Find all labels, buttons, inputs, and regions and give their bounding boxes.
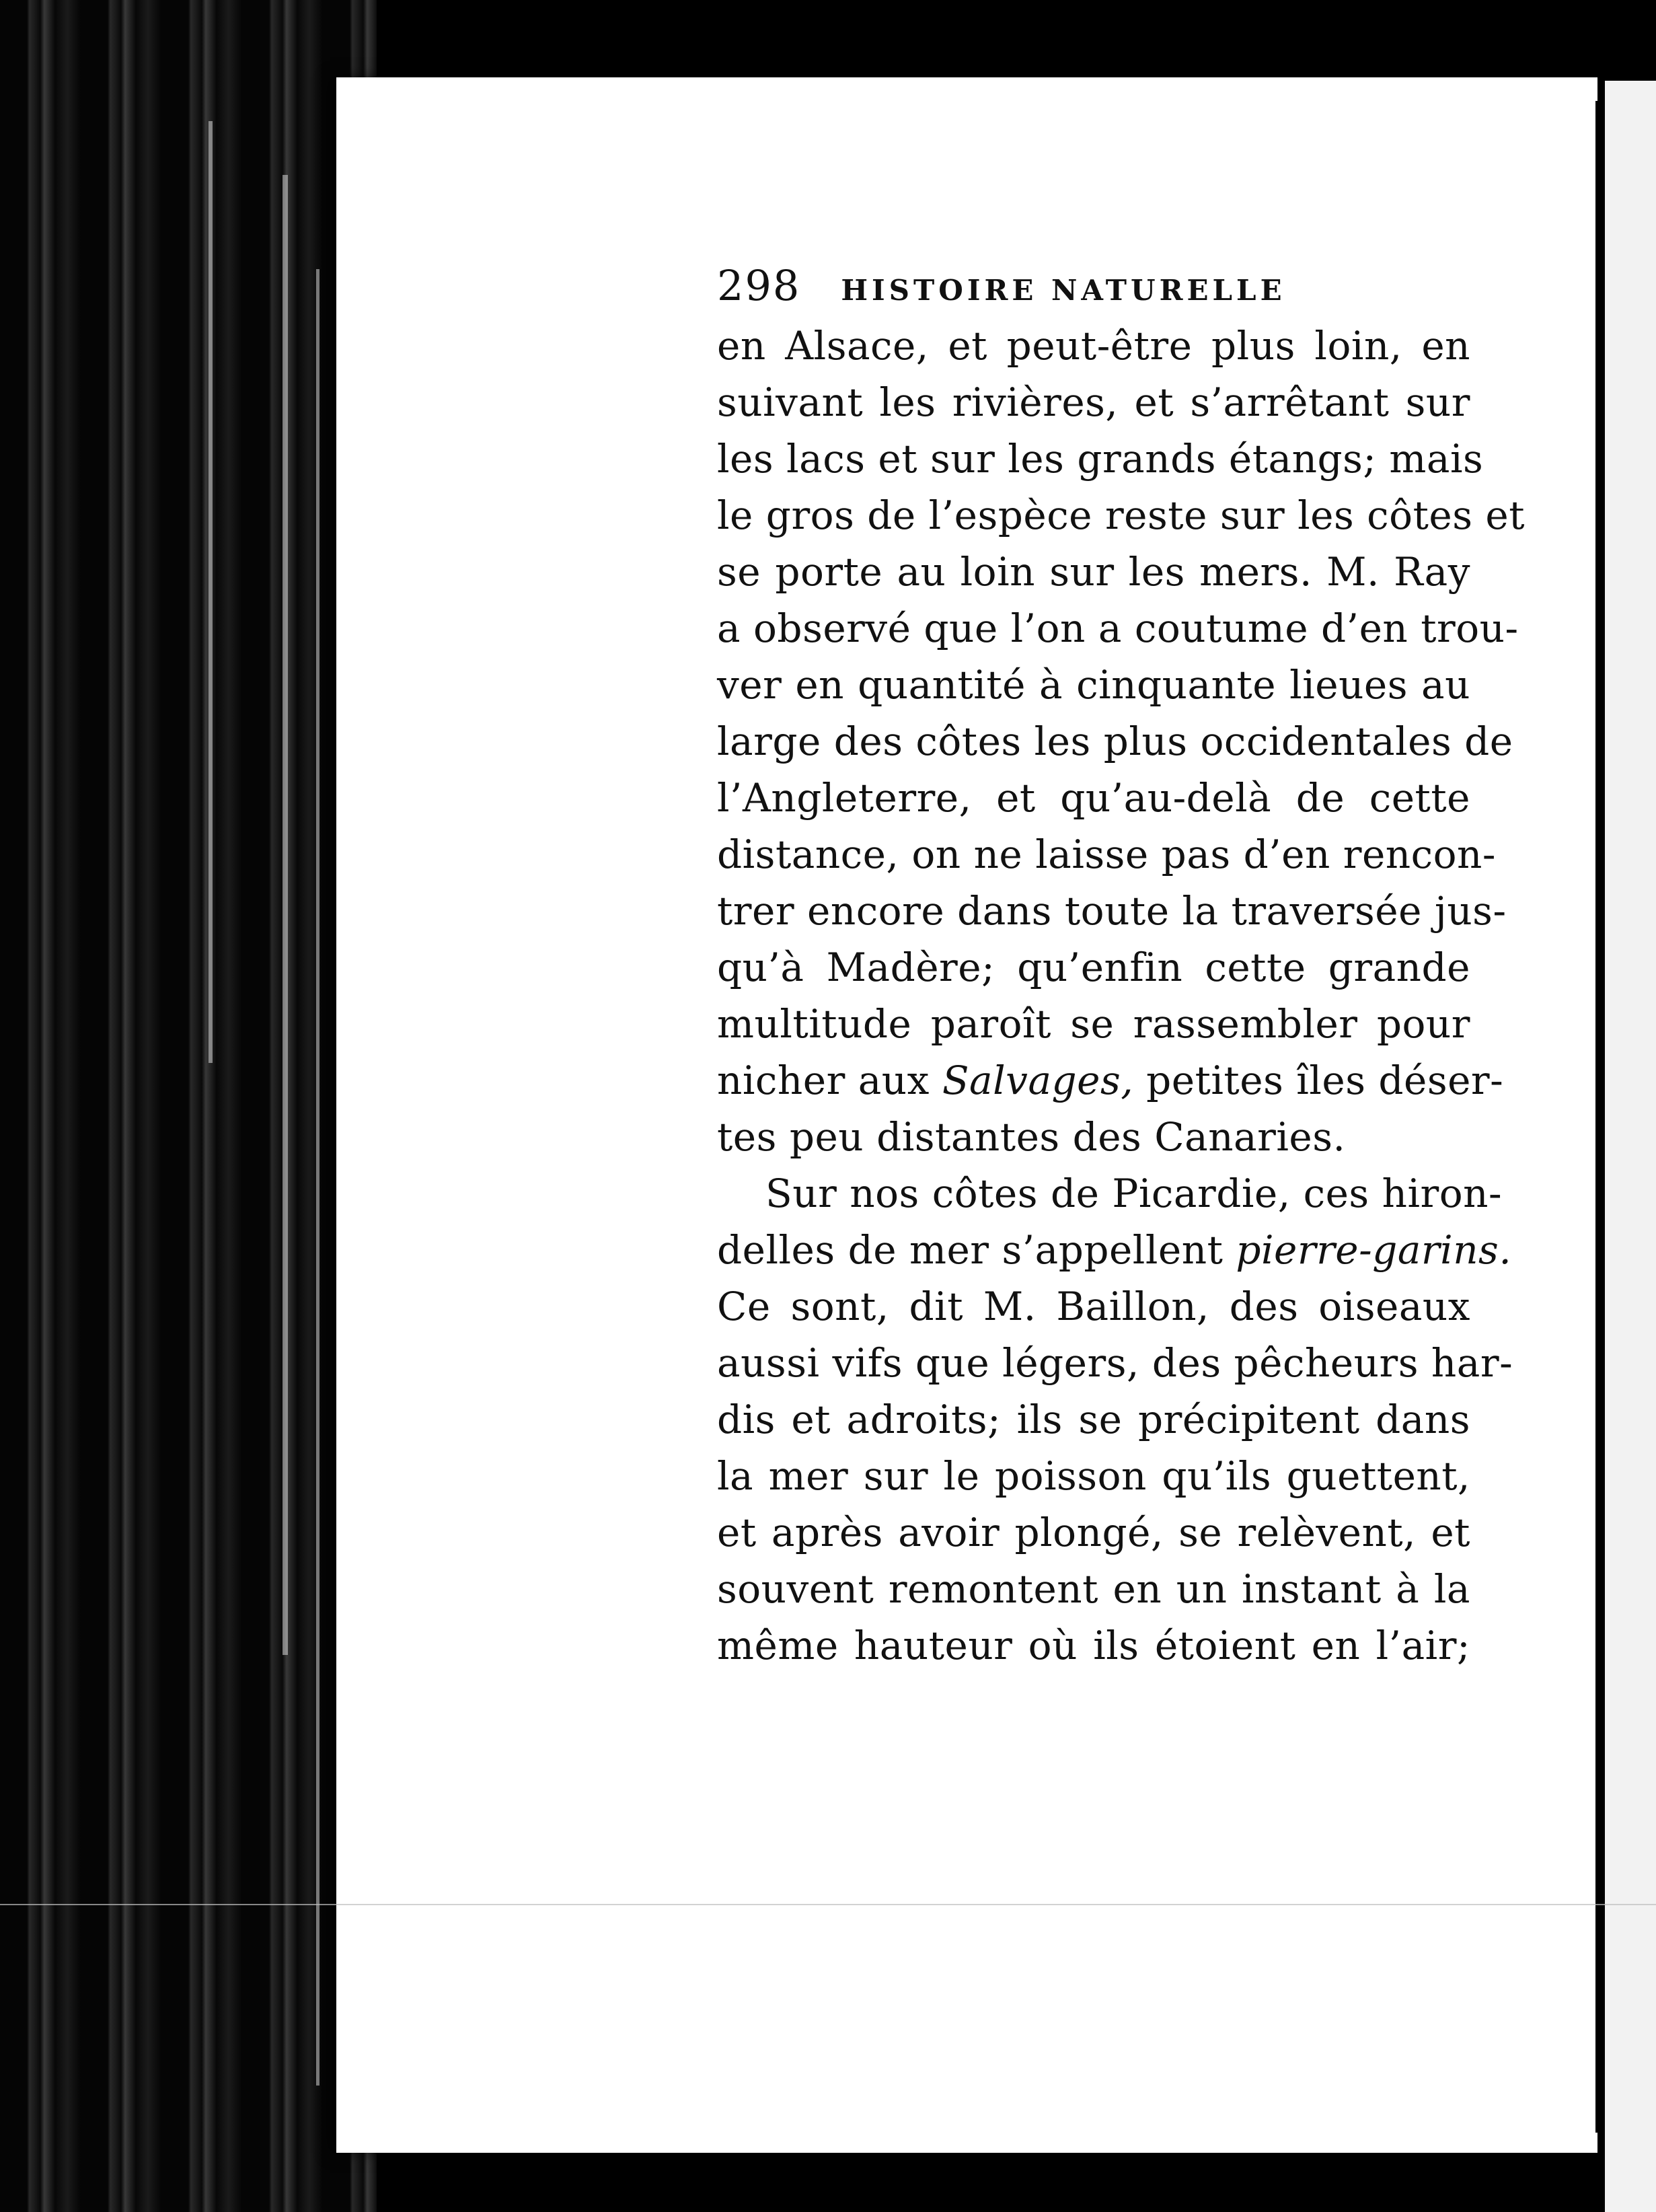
text-run: delles de mer s’appellent xyxy=(717,1227,1236,1273)
scan-right-margin xyxy=(1605,81,1656,2212)
text-line: en Alsace, et peut-être plus loin, en xyxy=(717,323,1470,369)
italic-place-name: Salvages, xyxy=(942,1058,1134,1103)
text-line: trer encore dans toute la traversée jus- xyxy=(717,888,1507,934)
paragraph-start-line: Sur nos côtes de Picardie, ces hiron- xyxy=(765,1171,1503,1216)
text-line: même hauteur où ils étoient en l’air; xyxy=(717,1623,1470,1668)
text-line: les lacs et sur les grands étangs; mais xyxy=(717,436,1484,482)
text-line: souvent remontent en un instant à la xyxy=(717,1566,1470,1612)
text-line: la mer sur le poisson qu’ils guettent, xyxy=(717,1453,1470,1499)
text-line: a observé que l’on a coutume d’en trou- xyxy=(717,605,1519,651)
edge-streak xyxy=(283,175,288,1655)
text-line: ver en quantité à cinquante lieues au xyxy=(717,662,1470,708)
text-line: large des côtes les plus occidentales de xyxy=(717,718,1513,764)
book-edge-shadow xyxy=(0,0,377,2212)
running-head-title: HISTOIRE NATURELLE xyxy=(841,274,1286,307)
text-line: l’Angleterre, et qu’au-delà de cette xyxy=(717,775,1470,821)
text-line xyxy=(717,1222,1512,1278)
text-run: nicher aux xyxy=(717,1058,942,1103)
text-line: distance, on ne laisse pas d’en rencon- xyxy=(717,832,1497,877)
text-line: le gros de l’espèce reste sur les côtes et xyxy=(717,492,1526,538)
paragraph-end-line: tes peu distantes des Canaries. xyxy=(717,1114,1346,1160)
page-text-block xyxy=(717,259,1526,1674)
page-number: 298 xyxy=(717,261,801,310)
text-line xyxy=(717,1052,1504,1109)
edge-streak xyxy=(316,269,319,2086)
text-line: suivant les rivières, et s’arrêtant sur xyxy=(717,379,1470,425)
text-line: et après avoir plongé, se relèvent, et xyxy=(717,1510,1470,1555)
text-line: dis et adroits; ils se précipitent dans xyxy=(717,1397,1470,1442)
text-line: Ce sont, dit M. Baillon, des oiseaux xyxy=(717,1284,1470,1329)
running-head xyxy=(717,259,1470,318)
text-line: se porte au loin sur les mers. M. Ray xyxy=(717,549,1470,595)
italic-bird-name: pierre-garins. xyxy=(1236,1227,1512,1273)
text-run: petites îles déser- xyxy=(1133,1058,1504,1103)
text-line: aussi vifs que légers, des pêcheurs har- xyxy=(717,1340,1513,1386)
scan-artifact-line xyxy=(0,1904,1656,1905)
edge-streak xyxy=(209,121,213,1063)
page-edge-line xyxy=(1595,101,1605,2133)
text-line: multitude paroît se rassembler pour xyxy=(717,1001,1470,1047)
text-line: qu’à Madère; qu’enfin cette grande xyxy=(717,945,1470,990)
